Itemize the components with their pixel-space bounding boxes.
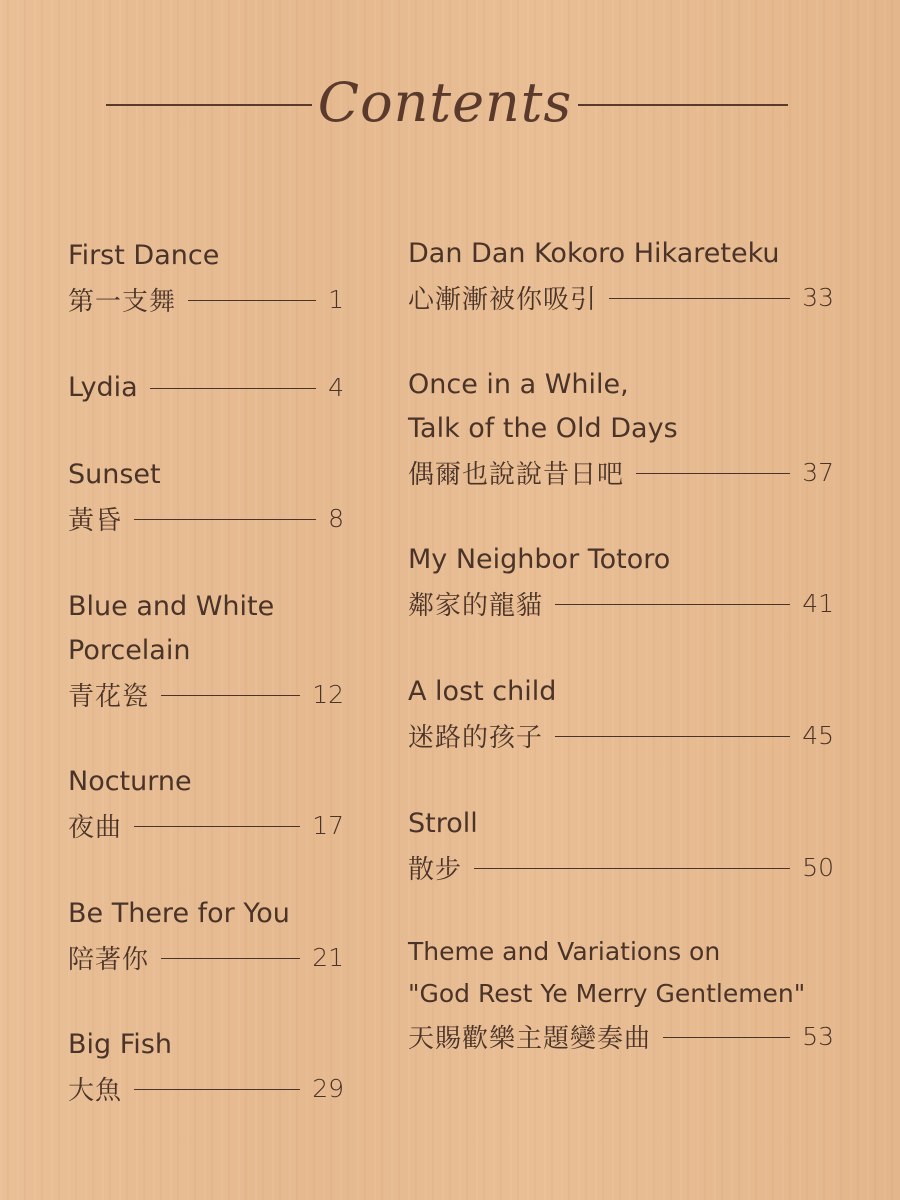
entry-title-zh: 迷路的孩子 bbox=[408, 722, 544, 753]
toc-entry-be-there-for-you[interactable] bbox=[68, 891, 344, 979]
toc-entry-once-in-a-while[interactable] bbox=[408, 362, 834, 494]
entry-title-en-line2: "God Rest Ye Merry Gentlemen" bbox=[408, 978, 806, 1008]
title-rule-right bbox=[578, 104, 788, 106]
dot-leader bbox=[555, 604, 790, 605]
entry-title-en: Be There for You bbox=[68, 897, 290, 929]
toc-entry-sunset[interactable] bbox=[68, 452, 344, 540]
toc-entry-first-dance[interactable] bbox=[68, 233, 344, 321]
entry-title-zh: 散步 bbox=[408, 854, 463, 885]
entry-page-number: 41 bbox=[802, 588, 834, 618]
dot-leader bbox=[134, 826, 300, 827]
entry-title-zh: 大魚 bbox=[68, 1075, 123, 1106]
entry-title-en: Big Fish bbox=[68, 1028, 172, 1060]
entry-page-number: 12 bbox=[312, 679, 344, 709]
dot-leader bbox=[474, 868, 790, 869]
entry-title-en: Sunset bbox=[68, 458, 161, 490]
toc-entry-my-neighbor-totoro[interactable] bbox=[408, 537, 834, 625]
dot-leader bbox=[161, 695, 300, 696]
dot-leader bbox=[636, 473, 790, 474]
toc-entry-a-lost-child[interactable] bbox=[408, 669, 834, 757]
entry-title-en: Stroll bbox=[408, 807, 478, 839]
entry-title-zh: 偶爾也說說昔日吧 bbox=[408, 459, 625, 490]
entry-page-number: 29 bbox=[312, 1073, 344, 1103]
entry-title-en: Nocturne bbox=[68, 765, 192, 797]
entry-page-number: 1 bbox=[328, 284, 344, 314]
entry-page-number: 45 bbox=[802, 720, 834, 750]
toc-entry-nocturne[interactable] bbox=[68, 759, 344, 847]
dot-leader bbox=[134, 519, 316, 520]
entry-title-en: Blue and White bbox=[68, 590, 275, 622]
dot-leader bbox=[663, 1037, 790, 1038]
toc-entry-theme-and-variations[interactable] bbox=[408, 930, 834, 1058]
page-title: Contents bbox=[317, 71, 573, 134]
entry-title-en: A lost child bbox=[408, 675, 557, 707]
toc-entry-lydia[interactable] bbox=[68, 365, 344, 409]
entry-title-en: Lydia bbox=[68, 371, 138, 403]
entry-title-zh: 天賜歡樂主題變奏曲 bbox=[408, 1023, 652, 1054]
entry-title-en: Once in a While, bbox=[408, 368, 629, 400]
toc-entry-big-fish[interactable] bbox=[68, 1022, 344, 1110]
entry-page-number: 17 bbox=[312, 810, 344, 840]
entry-page-number: 8 bbox=[328, 503, 344, 533]
entry-title-zh: 鄰家的龍貓 bbox=[408, 590, 544, 621]
entry-page-number: 53 bbox=[802, 1021, 834, 1051]
entry-page-number: 37 bbox=[802, 457, 834, 487]
entry-title-zh: 心漸漸被你吸引 bbox=[408, 284, 598, 315]
dot-leader bbox=[188, 300, 316, 301]
entry-page-number: 33 bbox=[802, 282, 834, 312]
entry-page-number: 50 bbox=[802, 852, 834, 882]
entry-title-en-line2: Porcelain bbox=[68, 634, 191, 666]
entry-title-zh: 黃昏 bbox=[68, 505, 123, 536]
entry-title-zh: 青花瓷 bbox=[68, 681, 150, 712]
entry-page-number: 4 bbox=[328, 372, 344, 402]
dot-leader bbox=[134, 1089, 300, 1090]
entry-title-en: Theme and Variations on bbox=[408, 936, 721, 966]
title-rule-left bbox=[106, 104, 312, 106]
entry-page-number: 21 bbox=[312, 942, 344, 972]
dot-leader bbox=[161, 958, 300, 959]
toc-entry-stroll[interactable] bbox=[408, 801, 834, 889]
entry-title-en-line2: Talk of the Old Days bbox=[408, 412, 678, 444]
entry-title-zh: 陪著你 bbox=[68, 944, 150, 975]
entry-title-en: First Dance bbox=[68, 239, 220, 271]
entry-title-en: My Neighbor Totoro bbox=[408, 543, 671, 575]
entry-title-zh: 第一支舞 bbox=[68, 286, 177, 317]
entry-title-en: Dan Dan Kokoro Hikareteku bbox=[408, 237, 780, 269]
dot-leader bbox=[555, 736, 790, 737]
entry-title-zh: 夜曲 bbox=[68, 812, 123, 843]
dot-leader bbox=[150, 388, 316, 389]
dot-leader bbox=[609, 298, 790, 299]
toc-entry-blue-and-white-porcelain[interactable] bbox=[68, 584, 344, 716]
toc-entry-dan-dan-kokoro[interactable] bbox=[408, 231, 834, 319]
